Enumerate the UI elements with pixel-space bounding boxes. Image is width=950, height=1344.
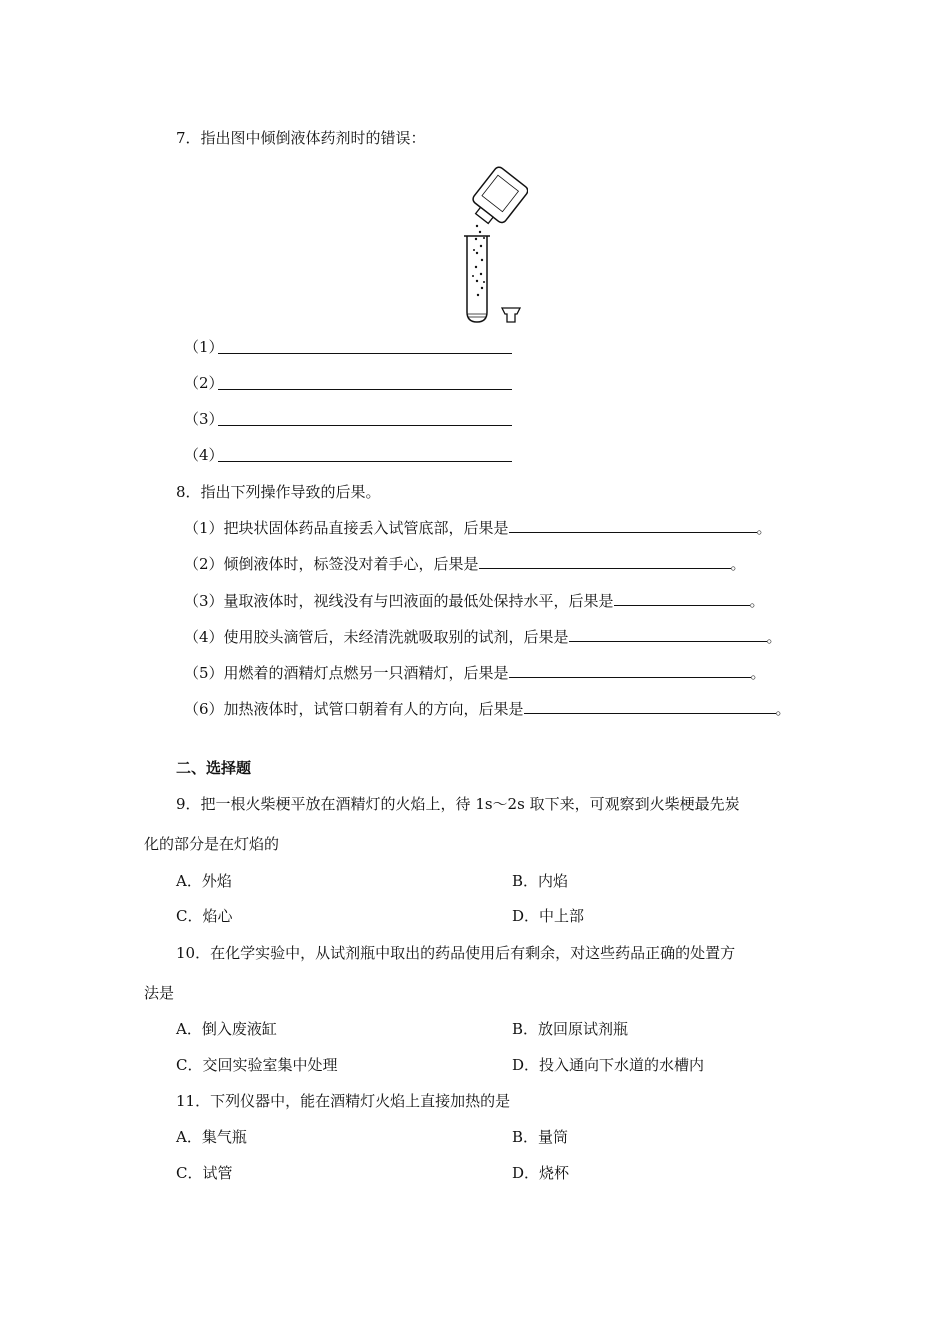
q8-blank-3[interactable] xyxy=(614,591,750,606)
q8-item-6 xyxy=(184,699,791,719)
answer-label-3: （3） xyxy=(184,410,224,428)
q9-option-a[interactable]: A．外焰 xyxy=(176,872,232,890)
q8-item-2 xyxy=(184,554,746,574)
answer-label-1: （1） xyxy=(184,338,224,356)
q10-option-b[interactable]: B．放回原试剂瓶 xyxy=(512,1020,629,1038)
q8-item-3-end: 。 xyxy=(749,592,765,610)
q9-option-c[interactable]: C．焰心 xyxy=(176,907,233,925)
q8-item-1-end: 。 xyxy=(756,519,772,537)
question-9-line-2: 化的部分是在灯焰的 xyxy=(144,835,280,853)
q8-item-1 xyxy=(184,518,772,538)
q11-option-b[interactable]: B．量筒 xyxy=(512,1128,569,1146)
q10-option-a[interactable]: A．倒入废液缸 xyxy=(176,1020,277,1038)
q8-item-4 xyxy=(184,627,782,647)
question-10-line-2: 法是 xyxy=(144,984,175,1002)
q8-item-5-text: （5）用燃着的酒精灯点燃另一只酒精灯，后果是 xyxy=(184,664,509,682)
bottle-stopper-icon xyxy=(502,308,520,322)
q8-item-2-end: 。 xyxy=(730,555,746,573)
q8-blank-2[interactable] xyxy=(479,554,731,569)
q9-option-b[interactable]: B．内焰 xyxy=(512,872,569,890)
answer-label-2: （2） xyxy=(184,374,224,392)
answer-blank-2[interactable] xyxy=(218,389,512,390)
question-11-line-1: 11．下列仪器中，能在酒精灯火焰上直接加热的是 xyxy=(176,1092,511,1110)
question-9-line-1: 9．把一根火柴梗平放在酒精灯的火焰上，待 1s～2s 取下来，可观察到火柴梗最先炭 xyxy=(176,795,740,813)
q8-item-5-end: 。 xyxy=(750,664,766,682)
q11-option-d[interactable]: D．烧杯 xyxy=(512,1164,570,1182)
q10-option-d[interactable]: D．投入通向下水道的水槽内 xyxy=(512,1056,705,1074)
q8-item-6-text: （6）加热液体时，试管口朝着有人的方向，后果是 xyxy=(184,700,524,718)
q10-option-c[interactable]: C．交回实验室集中处理 xyxy=(176,1056,338,1074)
q8-item-3 xyxy=(184,591,765,611)
q8-blank-6[interactable] xyxy=(524,699,776,714)
answer-blank-1[interactable] xyxy=(218,353,512,354)
q8-item-1-text: （1）把块状固体药品直接丢入试管底部，后果是 xyxy=(184,519,509,537)
q11-option-a[interactable]: A．集气瓶 xyxy=(176,1128,247,1146)
q8-item-4-end: 。 xyxy=(766,628,782,646)
q8-blank-4[interactable] xyxy=(569,627,767,642)
q8-item-5 xyxy=(184,663,766,683)
q9-option-d[interactable]: D．中上部 xyxy=(512,907,585,925)
answer-blank-4[interactable] xyxy=(218,461,512,462)
q8-item-4-text: （4）使用胶头滴管后，未经清洗就吸取别的试剂，后果是 xyxy=(184,628,569,646)
question-10-line-1: 10．在化学实验中，从试剂瓶中取出的药品使用后有剩余，对这些药品正确的处置方 xyxy=(176,944,736,962)
question-8-prompt: 8．指出下列操作导致的后果。 xyxy=(176,483,381,501)
answer-label-4: （4） xyxy=(184,446,224,464)
reagent-bottle-icon xyxy=(466,166,528,231)
pouring-liquid-illustration xyxy=(458,166,528,326)
q8-blank-1[interactable] xyxy=(509,518,757,533)
q8-item-2-text: （2）倾倒液体时，标签没对着手心，后果是 xyxy=(184,555,479,573)
q8-item-6-end: 。 xyxy=(775,700,791,718)
test-tube-icon xyxy=(464,236,490,322)
question-7-prompt: 7．指出图中倾倒液体药剂时的错误： xyxy=(176,129,426,147)
q8-item-3-text: （3）量取液体时，视线没有与凹液面的最低处保持水平，后果是 xyxy=(184,592,614,610)
section-heading: 二、选择题 xyxy=(176,759,252,777)
answer-blank-3[interactable] xyxy=(218,425,512,426)
q11-option-c[interactable]: C．试管 xyxy=(176,1164,233,1182)
q8-blank-5[interactable] xyxy=(509,663,751,678)
